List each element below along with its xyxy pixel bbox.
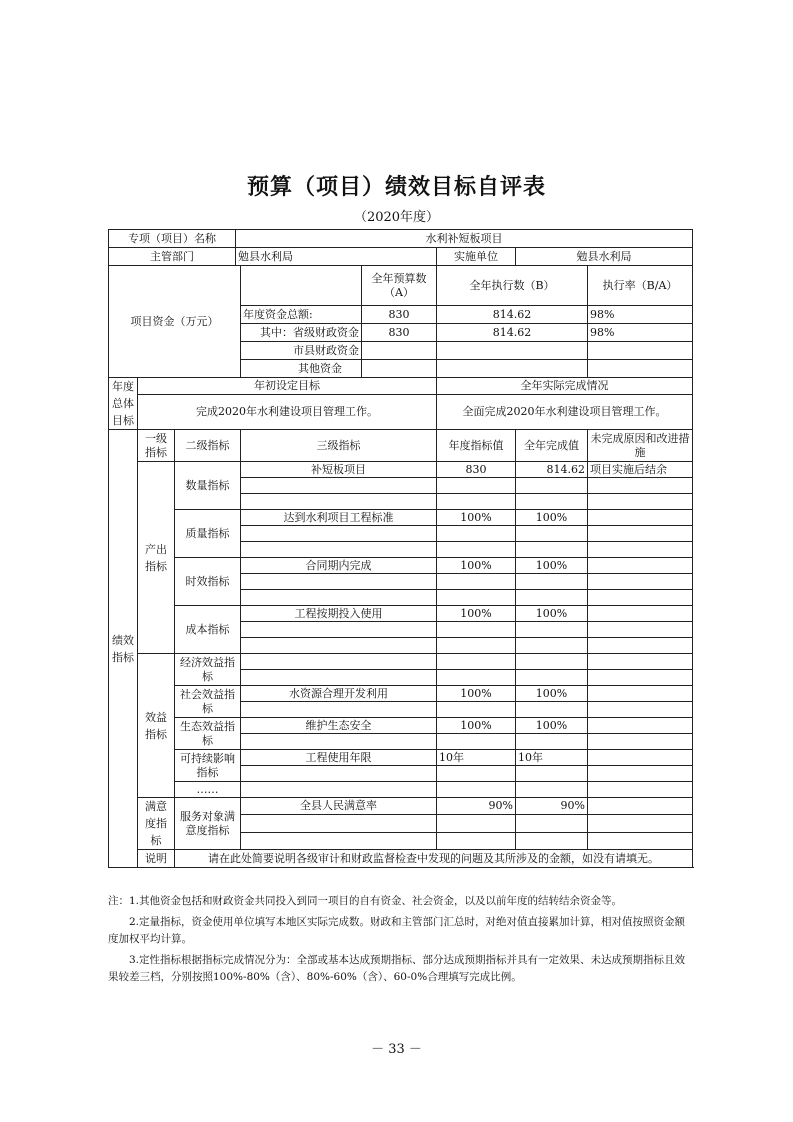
indicator-name: 维护生态安全 xyxy=(241,718,437,734)
funds-row-exec xyxy=(437,342,588,360)
indicator-target: 100% xyxy=(437,686,516,702)
empty-cell xyxy=(516,734,588,750)
empty-cell xyxy=(516,702,588,718)
empty-cell xyxy=(588,702,693,718)
page-subtitle: （2020年度） xyxy=(353,210,440,225)
empty-cell xyxy=(437,494,516,510)
empty-cell xyxy=(241,526,437,542)
social-label: 社会效益指标 xyxy=(175,686,241,718)
empty-cell xyxy=(588,654,693,670)
empty-cell xyxy=(588,542,693,558)
empty-cell xyxy=(437,702,516,718)
col-actual-header: 全年完成值 xyxy=(516,430,588,462)
empty-cell xyxy=(437,670,516,686)
remark-text: 请在此处简要说明各级审计和财政监督检查中发现的问题及其所涉及的金额，如没有请填无。 xyxy=(175,850,693,868)
empty-cell xyxy=(241,782,437,798)
indicator-actual: 10年 xyxy=(516,750,588,766)
dept-label: 主管部门 xyxy=(109,248,236,266)
empty-cell xyxy=(516,782,588,798)
dept-value: 勉县水利局 xyxy=(236,248,437,266)
project-name-label: 专项（项目）名称 xyxy=(109,230,236,248)
empty-cell xyxy=(588,526,693,542)
empty-cell xyxy=(516,622,588,638)
goals-actual-text: 全面完成2020年水利建设项目管理工作。 xyxy=(437,395,693,430)
indicator-actual: 100% xyxy=(516,718,588,734)
empty-cell xyxy=(437,478,516,494)
remark-label: 说明 xyxy=(138,850,175,868)
empty-cell xyxy=(437,766,516,782)
output-label: 产出指标 xyxy=(138,462,175,654)
empty-cell xyxy=(588,750,693,766)
funds-row-budget: 830 xyxy=(362,306,437,324)
quantity-label: 数量指标 xyxy=(175,462,241,510)
empty-cell xyxy=(241,638,437,654)
col-l2-header: 二级指标 xyxy=(175,430,241,462)
funds-label: 项目资金（万元） xyxy=(109,266,241,378)
indicator-name: 全县人民满意率 xyxy=(241,798,437,815)
indicator-target: 90% xyxy=(437,798,516,815)
empty-cell xyxy=(588,686,693,702)
funds-row-rate: 98% xyxy=(588,306,693,324)
economic-label: 经济效益指标 xyxy=(175,654,241,686)
empty-cell xyxy=(588,815,693,832)
indicator-name: 工程按期投入使用 xyxy=(241,606,437,622)
cost-label: 成本指标 xyxy=(175,606,241,654)
service-label: 服务对象满意度指标 xyxy=(175,798,241,850)
empty-cell xyxy=(516,832,588,849)
empty-cell xyxy=(241,574,437,590)
empty-cell xyxy=(588,590,693,606)
project-name-value: 水利补短板项目 xyxy=(236,230,693,248)
empty-cell xyxy=(437,622,516,638)
empty-cell xyxy=(437,654,516,670)
quality-label: 质量指标 xyxy=(175,510,241,558)
funds-row-exec: 814.62 xyxy=(437,306,588,324)
indicator-name: 达到水利项目工程标准 xyxy=(241,510,437,526)
empty-cell xyxy=(516,590,588,606)
empty-cell xyxy=(437,832,516,849)
indicator-actual: 814.62 xyxy=(516,462,588,478)
empty-cell xyxy=(437,734,516,750)
empty-cell xyxy=(588,622,693,638)
empty-cell xyxy=(437,590,516,606)
indicator-name: 合同期内完成 xyxy=(241,558,437,574)
col-budget-header: 全年预算数（A） xyxy=(362,266,437,306)
empty-cell xyxy=(241,542,437,558)
empty-cell xyxy=(241,766,437,782)
empty-cell xyxy=(588,510,693,526)
sustain-label: 可持续影响指标 xyxy=(175,750,241,782)
empty-cell xyxy=(437,782,516,798)
empty-cell xyxy=(241,590,437,606)
page-number: － 33 － xyxy=(371,1042,422,1057)
empty-cell xyxy=(516,478,588,494)
funds-row-label: 市县财政资金 xyxy=(241,342,362,360)
timeliness-label: 时效指标 xyxy=(175,558,241,606)
funds-header-blank xyxy=(241,266,362,306)
indicators-label: 绩效指标 xyxy=(109,430,138,868)
col-l3-header: 三级指标 xyxy=(241,430,437,462)
indicator-actual: 90% xyxy=(516,798,588,815)
indicator-target: 100% xyxy=(437,718,516,734)
empty-cell xyxy=(516,638,588,654)
indicator-target: 100% xyxy=(437,606,516,622)
funds-row-label: 年度资金总额: xyxy=(241,306,362,324)
col-exec-header: 全年执行数（B） xyxy=(437,266,588,306)
footnote-3: 3.定性指标根据指标完成情况分为：全部或基本达成预期指标、部分达成预期指标并具有一定效果、未达成预期指标且效果较差三档，分别按照100%-80%（含）、80%-60%（含）、60-0%合理填写完成比例。 xyxy=(108,954,686,983)
col-l1-header: 一级指标 xyxy=(138,430,175,462)
evaluation-table xyxy=(108,229,693,868)
empty-cell xyxy=(241,478,437,494)
empty-cell xyxy=(241,734,437,750)
empty-cell xyxy=(588,478,693,494)
indicator-target: 10年 xyxy=(437,750,516,766)
indicator-actual: 100% xyxy=(516,510,588,526)
empty-cell xyxy=(516,574,588,590)
empty-cell xyxy=(516,766,588,782)
goals-label: 年度总体目标 xyxy=(109,378,138,430)
funds-row-rate xyxy=(588,342,693,360)
funds-row-rate xyxy=(588,360,693,378)
col-reason-header: 未完成原因和改进措施 xyxy=(588,430,693,462)
benefit-label: 效益指标 xyxy=(138,654,175,798)
empty-cell xyxy=(241,702,437,718)
funds-row-budget: 830 xyxy=(362,324,437,342)
empty-cell xyxy=(437,526,516,542)
indicator-target: 100% xyxy=(437,558,516,574)
funds-row-budget xyxy=(362,360,437,378)
goals-actual-label: 全年实际完成情况 xyxy=(437,378,693,395)
satisfaction-label: 满意度指标 xyxy=(138,798,175,850)
footnote-1: 注：1.其他资金包括和财政资金共同投入到同一项目的自有资金、社会资金，以及以前年度的结转结余资金等。 xyxy=(108,895,623,907)
empty-cell xyxy=(437,574,516,590)
funds-row-budget xyxy=(362,342,437,360)
empty-cell xyxy=(588,782,693,798)
goals-set-text: 完成2020年水利建设项目管理工作。 xyxy=(138,395,437,430)
empty-cell xyxy=(241,654,437,670)
ellipsis-label: …… xyxy=(175,782,241,798)
empty-cell xyxy=(588,766,693,782)
footnote-2: 2.定量指标，资金使用单位填写本地区实际完成数。财政和主管部门汇总时，对绝对值直接累加计算，相对值按照资金额度加权平均计算。 xyxy=(108,916,686,945)
empty-cell xyxy=(588,670,693,686)
empty-cell xyxy=(516,654,588,670)
page-title: 预算（项目）绩效目标自评表 xyxy=(246,174,546,200)
indicator-name: 补短板项目 xyxy=(241,462,437,478)
impl-label: 实施单位 xyxy=(437,248,516,266)
col-rate-header: 执行率（B/A） xyxy=(588,266,693,306)
footnotes xyxy=(108,893,692,990)
goals-set-label: 年初设定目标 xyxy=(138,378,437,395)
empty-cell xyxy=(241,622,437,638)
empty-cell xyxy=(588,606,693,622)
empty-cell xyxy=(588,558,693,574)
indicator-actual: 100% xyxy=(516,606,588,622)
empty-cell xyxy=(588,574,693,590)
empty-cell xyxy=(588,734,693,750)
funds-row-label: 其他资金 xyxy=(241,360,362,378)
empty-cell xyxy=(241,832,437,849)
empty-cell xyxy=(588,832,693,849)
empty-cell xyxy=(241,815,437,832)
funds-row-exec xyxy=(437,360,588,378)
empty-cell xyxy=(516,670,588,686)
col-target-header: 年度指标值 xyxy=(437,430,516,462)
indicator-name: 工程使用年限 xyxy=(241,750,437,766)
empty-cell xyxy=(437,638,516,654)
funds-row-label: 其中：省级财政资金 xyxy=(241,324,362,342)
indicator-reason: 项目实施后结余 xyxy=(588,462,693,478)
empty-cell xyxy=(241,494,437,510)
empty-cell xyxy=(516,526,588,542)
indicator-actual: 100% xyxy=(516,558,588,574)
eco-label: 生态效益指标 xyxy=(175,718,241,750)
empty-cell xyxy=(588,798,693,815)
empty-cell xyxy=(437,542,516,558)
empty-cell xyxy=(588,718,693,734)
empty-cell xyxy=(241,670,437,686)
funds-row-rate: 98% xyxy=(588,324,693,342)
empty-cell xyxy=(437,815,516,832)
indicator-name: 水资源合理开发利用 xyxy=(241,686,437,702)
impl-value: 勉县水利局 xyxy=(516,248,693,266)
funds-row-exec: 814.62 xyxy=(437,324,588,342)
empty-cell xyxy=(516,815,588,832)
indicator-actual: 100% xyxy=(516,686,588,702)
indicator-target: 830 xyxy=(437,462,516,478)
empty-cell xyxy=(516,542,588,558)
empty-cell xyxy=(516,494,588,510)
empty-cell xyxy=(588,494,693,510)
empty-cell xyxy=(588,638,693,654)
indicator-target: 100% xyxy=(437,510,516,526)
